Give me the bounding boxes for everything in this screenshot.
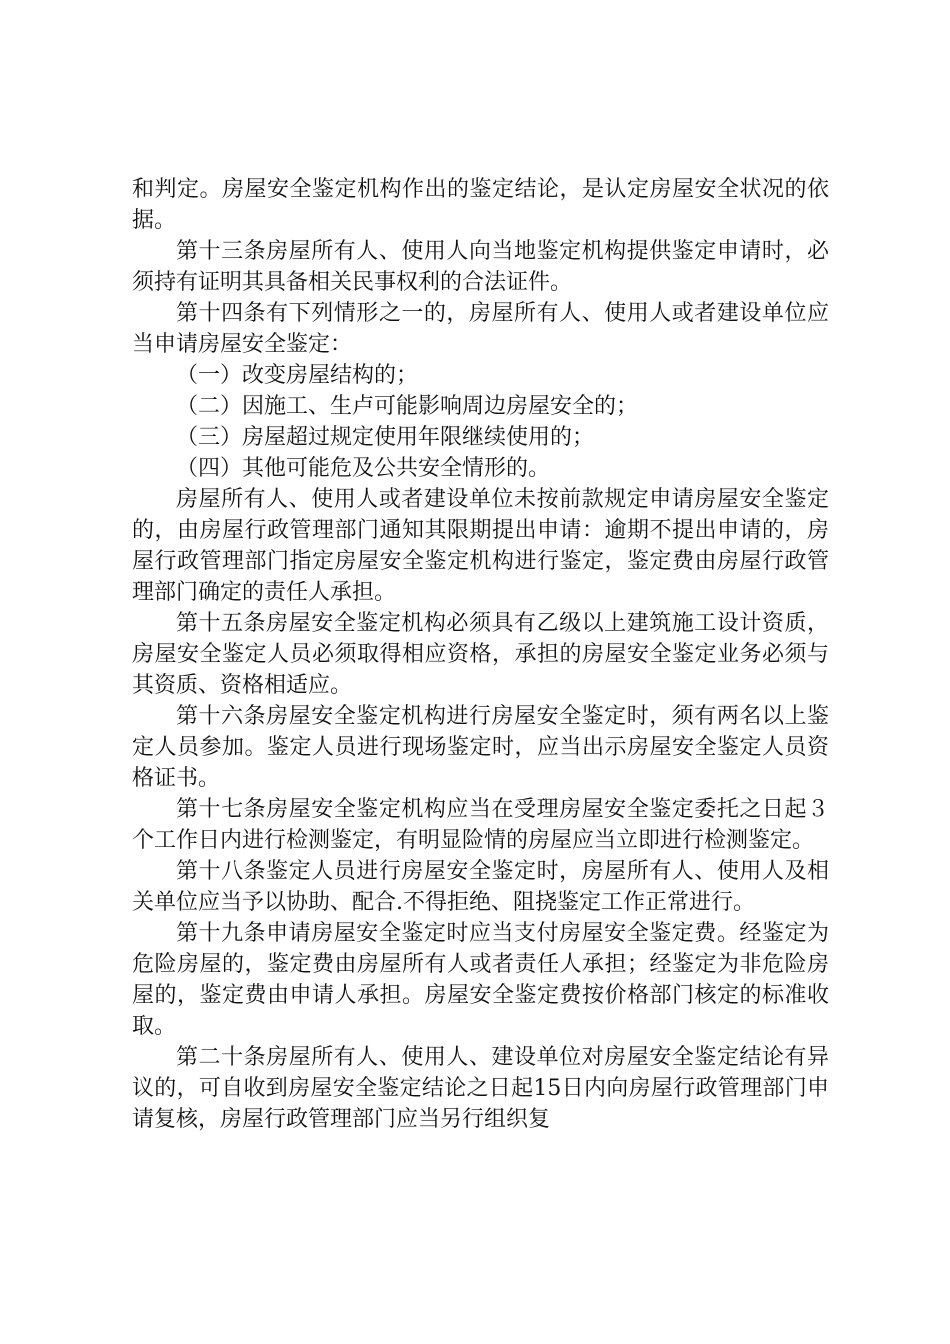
article-14-item-3: （三）房屋超过规定使用年限继续使用的； [176, 425, 595, 450]
article-18: 第十八条鉴定人员进行房屋安全鉴定时，房屋所有人、使用人及相关单位应当予以协助、配合.不得拒绝、阻挠鉴定工作正常进行。 [132, 859, 829, 915]
article-14-item-1: （一）改变房屋结构的； [176, 363, 419, 388]
article-13: 第十三条房屋所有人、使用人向当地鉴定机构提供鉴定申请时，必须持有证明其具备相关民事权利的合法证件。 [132, 239, 829, 295]
article-14-item-2: （二）因施工、生卢可能影响周边房屋安全的； [176, 394, 639, 419]
paragraph-continuation: 和判定。房屋安全鉴定机构作出的鉴定结论，是认定房屋安全状况的依据。 [132, 177, 829, 233]
article-20: 第二十条房屋所有人、使用人、建设单位对房屋安全鉴定结论有异议的，可自收到房屋安全鉴定结论之日起15日内向房屋行政管理部门申请复核，房屋行政管理部门应当另行组织复 [132, 1045, 829, 1132]
article-15: 第十五条房屋安全鉴定机构必须具有乙级以上建筑施工设计资质，房屋安全鉴定人员必须取得相应资格，承担的房屋安全鉴定业务必须与其资质、资格相适应。 [132, 611, 829, 698]
article-17: 第十七条房屋安全鉴定机构应当在受理房屋安全鉴定委托之日起３个工作日内进行检测鉴定，有明显险情的房屋应当立即进行检测鉴定。 [132, 797, 829, 853]
article-16: 第十六条房屋安全鉴定机构进行房屋安全鉴定时，须有两名以上鉴定人员参加。鉴定人员进行现场鉴定时，应当出示房屋安全鉴定人员资格证书。 [132, 704, 829, 791]
article-14-item-4: （四）其他可能危及公共安全情形的。 [176, 456, 551, 481]
article-14-clause: 房屋所有人、使用人或者建设单位未按前款规定申请房屋安全鉴定的，由房屋行政管理部门通知其限期提出申请：逾期不提出申请的，房屋行政管理部门指定房屋安全鉴定机构进行鉴定，鉴定费由房屋行政管理部门确定的责任人承担。 [132, 487, 829, 605]
article-14: 第十四条有下列情形之一的，房屋所有人、使用人或者建设单位应当申请房屋安全鉴定： [132, 301, 829, 357]
article-19: 第十九条申请房屋安全鉴定时应当支付房屋安全鉴定费。经鉴定为危险房屋的，鉴定费由房屋所有人或者责任人承担；经鉴定为非危险房屋的，鉴定费由申请人承担。房屋安全鉴定费按价格部门核定的标准收取。 [132, 921, 829, 1039]
document-body [132, 174, 829, 1135]
